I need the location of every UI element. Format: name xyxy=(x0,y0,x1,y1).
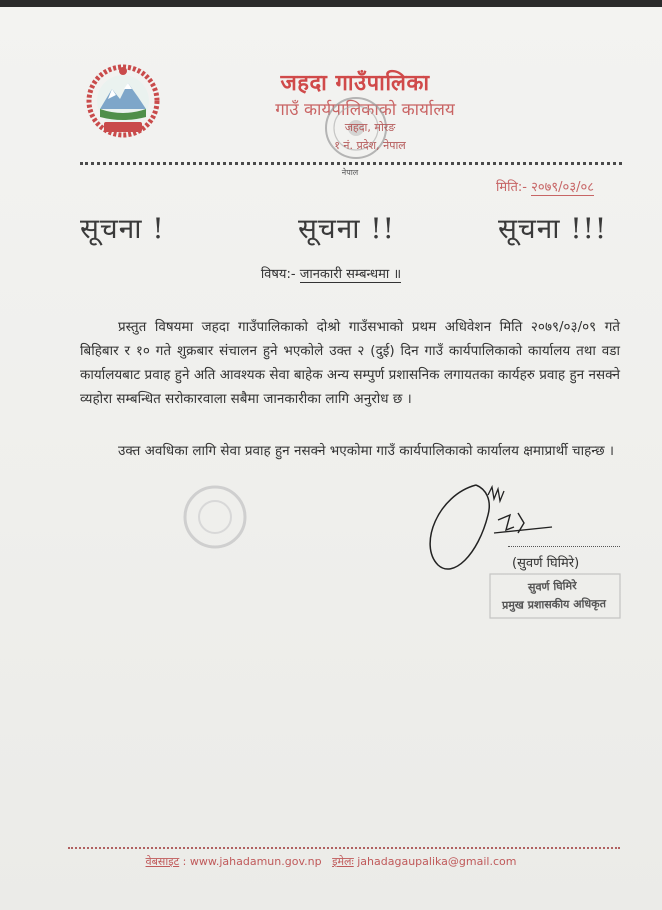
signature-line xyxy=(508,546,620,547)
nepal-emblem-icon xyxy=(80,59,166,143)
signatory-name: (सुवर्ण घिमिरे) xyxy=(512,556,580,571)
office-subtitle: गाउँ कार्यपालिकाको कार्यालय xyxy=(275,100,455,120)
website-link[interactable]: : www.jahadamun.gov.np xyxy=(182,855,322,868)
office-name: जहदा गाउँपालिका xyxy=(280,71,430,96)
email-link[interactable]: jahadagaupalika@gmail.com xyxy=(357,855,517,868)
address-line: १ नं. प्रदेश, नेपाल xyxy=(334,139,406,152)
faint-seal-icon xyxy=(170,477,260,557)
subject-label: विषय:- xyxy=(260,267,296,282)
date-value: २०७९/०३/०८ xyxy=(531,180,594,195)
website-label: वेबसाइट xyxy=(145,855,180,868)
letter-date xyxy=(496,177,594,195)
subject-line xyxy=(0,264,662,282)
footer-divider xyxy=(68,847,620,849)
body-paragraph: उक्त अवधिका लागि सेवा प्रवाह हुन नसक्ने भएकोमा गाउँ कार्यपालिकाको कार्यालय क्षमाप्रार्थी चाहन्छ । xyxy=(118,443,615,459)
office-country: नेपाल xyxy=(341,168,359,177)
notice-heading: सूचना ! xyxy=(80,212,165,245)
notice-heading: सूचना !! xyxy=(298,212,395,245)
header-divider xyxy=(80,162,622,165)
body-paragraph: प्रस्तुत विषयमा जहदा गाउँपालिकाको दोश्रो गाउँसभाको प्रथम अधिवेशन मिति २०७९/०३/०९ गते बिहिबार र १० गते शुक्रबार संचालन हुने भएकोले उक्त २ (दुई) दिन गाउँ कार्यपालिकाको कार्यालय तथा वडा कार्यालयबाट प्रवाह हुने अति आवश्यक सेवा बाहेक अन्य सम्पुर्ण प्रशासनिक लगायतका कार्यहरु प्रवाह हुन नसक्ने व्यहोरा सम्बन्धित सरोकारवाला सबैमा जानकारीका लागि अनुरोध छ । xyxy=(80,319,620,407)
scan-border xyxy=(0,0,662,7)
subject-value: जानकारी सम्बन्धमा ॥ xyxy=(299,267,402,282)
notice-heading: सूचना !!! xyxy=(498,212,608,245)
email-label: इमेलः xyxy=(332,855,354,868)
address-line: जहदा, मोरङ xyxy=(344,121,396,134)
letter-page xyxy=(0,7,662,910)
office-address xyxy=(325,119,415,155)
footer xyxy=(0,854,662,869)
stamp-designation: प्रमुख प्रशासकीय अधिकृत xyxy=(501,597,607,612)
date-label: मिति:- xyxy=(496,180,527,195)
stamp-name: सुवर्ण घिमिरे xyxy=(527,579,577,594)
